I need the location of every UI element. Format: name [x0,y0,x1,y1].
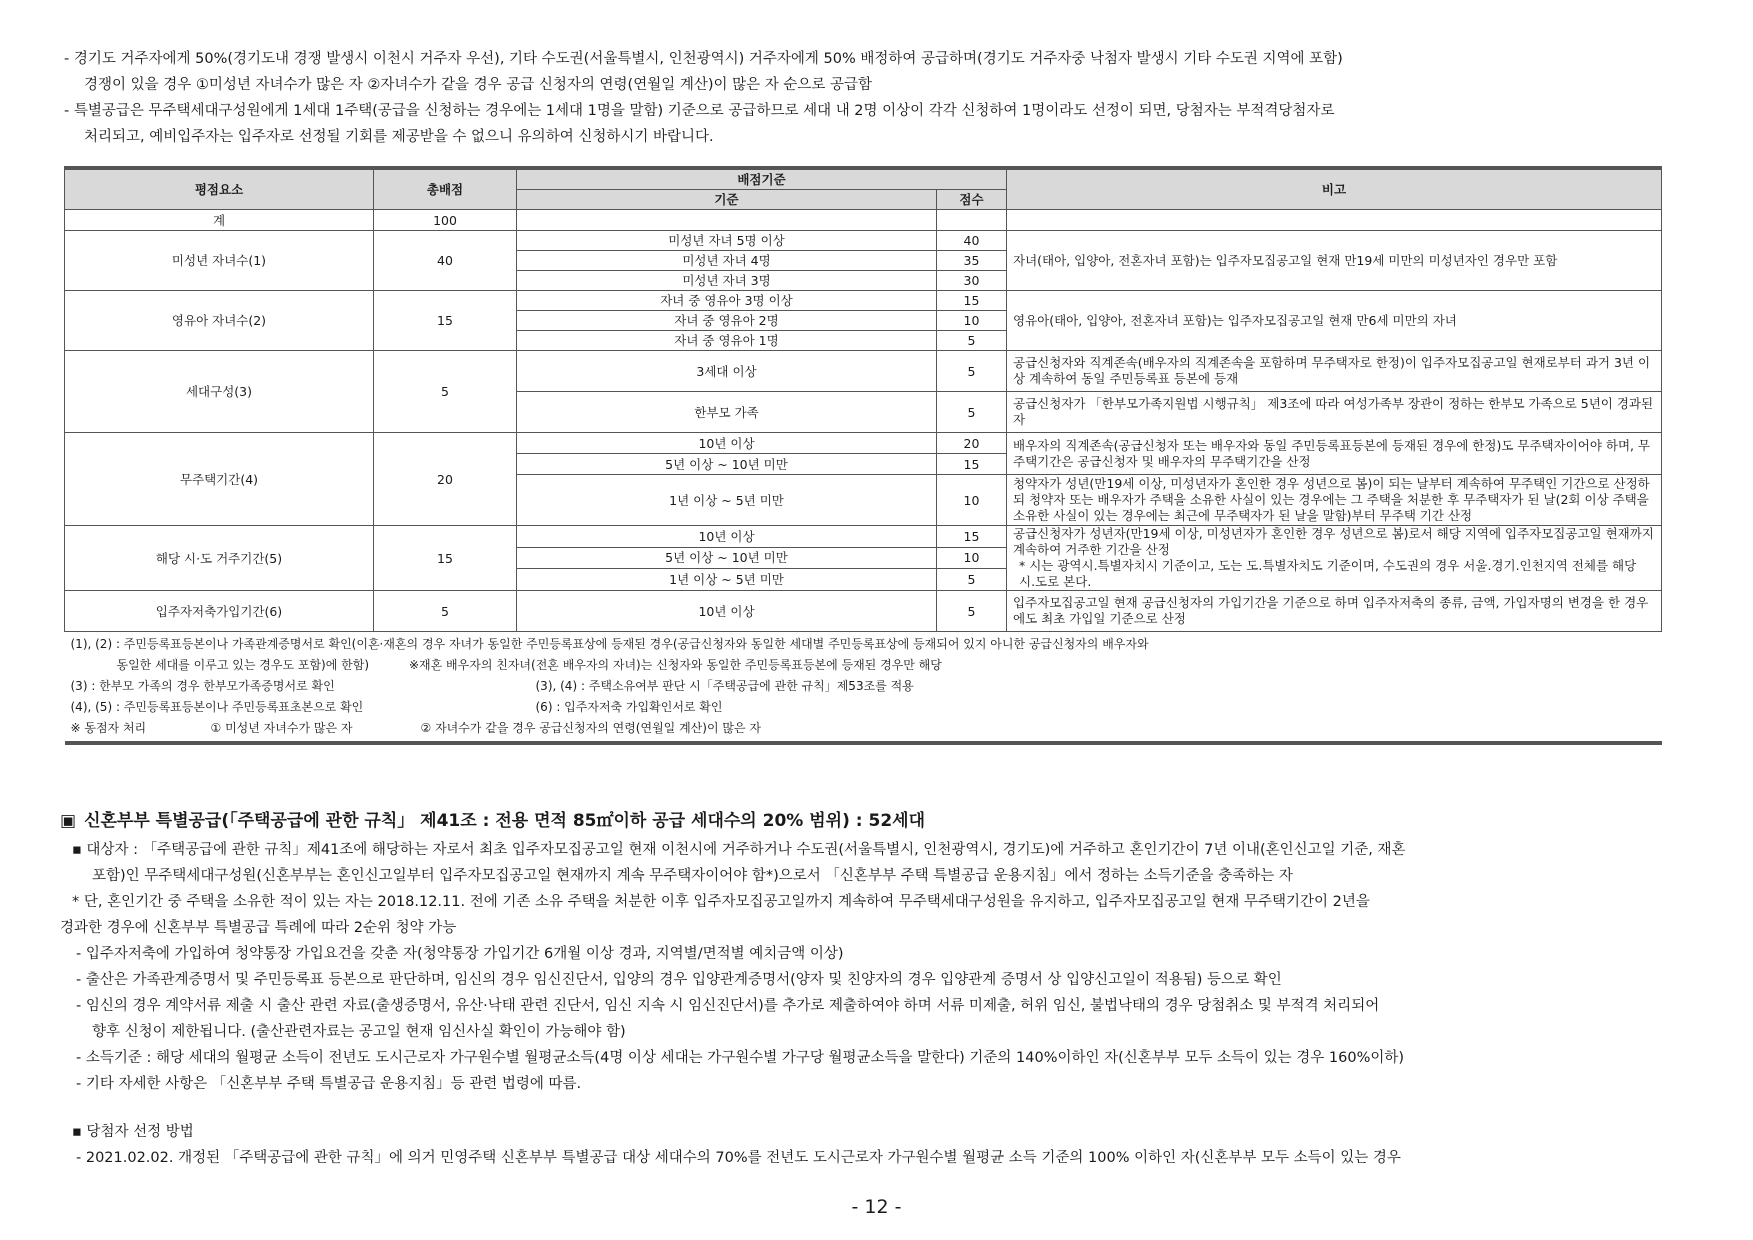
footnote-cont [71,655,1656,676]
criteria-cell: 미성년 자녀 3명 [517,271,937,291]
factor-cell: 무주택기간(4) [65,433,374,526]
section-line: - 기타 자세한 사항은 「신혼부부 주택 특별공급 운용지침」등 관련 법령에 따름. [76,1076,582,1092]
scoring-table [64,166,1662,745]
footnote: ※ 동점자 처리 [70,721,147,735]
section-line: 향후 신청이 제한됩니다. (출산관련자료는 공고일 현재 임신사실 확인이 가능해야 함) [92,1024,626,1040]
criteria-cell: 5년 이상 ~ 10년 미만 [517,454,937,475]
footnotes-cell [65,632,1662,744]
winner-selection-title: ▪ 당첨자 선정 방법 [72,1124,194,1140]
table-row [65,231,1662,251]
score-cell: 10 [937,311,1007,331]
intro-line: - 특별공급은 무주택세대구성원에게 1세대 1주택(공급을 신청하는 경우에는 1세대 1명을 말함) 기준으로 공급하므로 세대 내 2명 이상이 각각 신청하여 1명이라도 선정이 되면, 당첨자는 부적격당첨자로 [64,103,1335,119]
score-cell: 5 [937,331,1007,351]
total-cell: 20 [374,433,517,526]
section-line: ▪ 대상자 : 「주택공급에 관한 규칙」제41조에 해당하는 자로서 최초 입주자모집공고일 현재 이천시에 거주하거나 수도권(서울특별시, 인천광역시, 경기도)에 거주하고 혼인기간이 7년 이내(혼인신고일 기준, 재혼 [72,842,1406,858]
total-value: 100 [374,210,517,231]
factor-cell: 해당 시·도 거주기간(5) [65,526,374,591]
remark-note: * 시는 광역시.특별자치시 기준이고, 도는 도.특별자치도 기준이며, 수도권의 경우 서울.경기.인천지역 전체를 해당 시.도로 본다. [1019,558,1637,589]
total-cell: 40 [374,231,517,291]
score-cell: 15 [937,526,1007,548]
table-row [65,433,1662,454]
factor-cell: 미성년 자녀수(1) [65,231,374,291]
criteria-cell: 5년 이상 ~ 10년 미만 [517,547,937,569]
intro-notes [64,46,1684,150]
table-row [65,526,1662,548]
score-cell: 40 [937,231,1007,251]
section-line: - 소득기준 : 해당 세대의 월평균 소득이 전년도 도시근로자 가구원수별 월평균소득(4명 이상 세대는 가구원수별 가구당 월평균소득을 말한다) 기준의 140%이하인 자(신혼부부 모두 소득이 있는 경우 160%이하) [76,1050,1405,1066]
total-cell: 5 [374,591,517,632]
total-cell: 5 [374,351,517,433]
criteria-cell: 3세대 이상 [517,351,937,392]
criteria-cell: 10년 이상 [517,433,937,454]
newlywed-section [60,806,1710,1171]
remark-cell: 공급신청자와 직계존속(배우자의 직계존속을 포함하며 무주택자로 한정)이 입주자모집공고일 현재로부터 과거 3년 이상 계속하여 동일 주민등록표 등본에 등재 [1007,351,1662,392]
section-body [60,837,1710,1171]
score-cell: 20 [937,433,1007,454]
empty-cell [1007,210,1662,231]
score-cell: 10 [937,547,1007,569]
section-title-text: 신혼부부 특별공급(「주택공급에 관한 규칙」 제41조 : 전용 면적 85㎡이하 공급 세대수의 20% 범위) : 52세대 [84,811,925,831]
score-cell: 10 [937,475,1007,526]
remark-cell: 배우자의 직계존속(공급신청자 또는 배우자와 동일 주민등록표등본에 등재된 경우에 한정)도 무주택자이어야 하며, 무주택기간은 공급신청자 및 배우자의 무주택기간을 산정 [1007,433,1662,475]
table-row-total [65,210,1662,231]
remark-cell: 청약자가 성년(만19세 이상, 미성년자가 혼인한 경우 성년으로 봄)이 되는 날부터 계속하여 무주택인 기간으로 산정하되 청약자 또는 배우자가 주택을 소유한 사실이 있는 경우에는 그 주택을 처분한 후 무주택자가 된 날(2회 이상 주택을 소유한 사실이 있는 경우에는 최근에 무주택자가 된 날을 말함)부터 무주택 기간 산정 [1007,475,1662,526]
score-cell: 35 [937,251,1007,271]
remark-cell: 자녀(태아, 입양아, 전혼자녀 포함)는 입주자모집공고일 현재 만19세 미만의 미성년자인 경우만 포함 [1007,231,1662,291]
score-cell: 30 [937,271,1007,291]
section-line: 경과한 경우에 신혼부부 특별공급 특례에 따라 2순위 청약 가능 [60,920,457,936]
factor-cell: 세대구성(3) [65,351,374,433]
remark-cell: 입주자모집공고일 현재 공급신청자의 가입기간을 기준으로 하며 입주자저축의 종류, 금액, 가입자명의 변경을 한 경우에도 최초 가입일 기준으로 산정 [1007,591,1662,632]
header-criteria: 기준 [517,190,937,210]
page-number: - 12 - [851,1196,902,1218]
criteria-cell: 한부모 가족 [517,392,937,433]
score-cell: 5 [937,351,1007,392]
section-line: - 입주자저축에 가입하여 청약통장 가입요건을 갖춘 자(청약통장 가입기간 6개월 이상 경과, 지역별/면적별 예치금액 이상) [76,946,844,962]
intro-line: 경쟁이 있을 경우 ①미성년 자녀수가 많은 자 ②자녀수가 같을 경우 공급 신청자의 연령(연월일 계산)이 많은 자 순으로 공급함 [84,77,872,93]
header-remarks: 비고 [1007,168,1662,210]
header-criteria-group: 배점기준 [517,168,1007,190]
score-cell: 5 [937,569,1007,591]
intro-line: 처리되고, 예비입주자는 입주자로 선정될 기회를 제공받을 수 없으니 유의하여 신청하시기 바랍니다. [84,129,714,145]
remark-cell: 공급신청자가 「한부모가족지원법 시행규칙」 제3조에 따라 여성가족부 장관이 정하는 한부모 가족으로 5년이 경과된 자 [1007,392,1662,433]
header-factor: 평점요소 [65,168,374,210]
section-line: 포함)인 무주택세대구성원(신혼부부는 혼인신고일부터 입주자모집공고일 현재까지 계속 무주택자이어야 함*)으로서 「신혼부부 주택 특별공급 운용지침」에서 정하는 소득기준을 충족하는 자 [92,868,1293,884]
footnote: ① 미성년 자녀수가 많은 자 [210,721,353,735]
table-footnotes-row [65,632,1662,744]
criteria-cell: 미성년 자녀 4명 [517,251,937,271]
remark-text: 공급신청자가 성년자(만19세 이상, 미성년자가 혼인한 경우 성년으로 봄)로서 해당 지역에 입주자모집공고일 현재까지 계속하여 거주한 기간을 산정 [1013,526,1654,557]
criteria-cell: 1년 이상 ~ 5년 미만 [517,475,937,526]
footnote-line [71,676,1656,697]
criteria-cell: 10년 이상 [517,591,937,632]
total-cell: 15 [374,526,517,591]
criteria-cell: 자녀 중 영유아 1명 [517,331,937,351]
section-title [60,806,1710,831]
footnote: ② 자녀수가 같을 경우 공급신청자의 연령(연월일 계산)이 많은 자 [420,721,761,735]
footnote: 동일한 세대를 이루고 있는 경우도 포함)에 한함) [116,658,369,672]
score-cell: 15 [937,291,1007,311]
section-box-icon: ▣ [60,811,77,831]
table-row [65,351,1662,392]
section-line: - 임신의 경우 계약서류 제출 시 출산 관련 자료(출생증명서, 유산·낙태 관련 진단서, 임신 지속 시 임신진단서)를 추가로 제출하여야 하며 서류 미제출, 허위 임신, 불법낙태의 경우 당첨취소 및 부적격 처리되어 [76,998,1380,1014]
footnote: (6) : 입주자저축 가입확인서로 확인 [535,700,723,714]
total-cell: 15 [374,291,517,351]
empty-cell [517,210,937,231]
footnote: (4), (5) : 주민등록표등본이나 주민등록표초본으로 확인 [70,700,364,714]
footnote: (3), (4) : 주택소유여부 판단 시「주택공급에 관한 규칙」제53조를 적용 [535,679,914,693]
section-line: - 2021.02.02. 개정된 「주택공급에 관한 규칙」에 의거 민영주택 신혼부부 특별공급 대상 세대수의 70%를 전년도 도시근로자 가구원수별 월평균 소득 기준의 100% 이하인 자(신혼부부 모두 소득이 있는 경우 [76,1150,1401,1166]
footnote: ※재혼 배우자의 친자녀(전혼 배우자의 자녀)는 신청자와 동일한 주민등록표등본에 등재된 경우만 해당 [409,658,942,672]
criteria-cell: 자녀 중 영유아 3명 이상 [517,291,937,311]
section-line: - 출산은 가족관계증명서 및 주민등록표 등본으로 판단하며, 임신의 경우 임신진단서, 입양의 경우 입양관계증명서(양자 및 친양자의 경우 입양관계 증명서 상 입양신고일이 적용됨) 등으로 확인 [76,972,1282,988]
intro-line: - 경기도 거주자에게 50%(경기도내 경쟁 발생시 이천시 거주자 우선), 기타 수도권(서울특별시, 인천광역시) 거주자에게 50% 배정하여 공급하며(경기도 거주자중 낙첨자 발생시 기타 수도권 지역에 포함) [64,51,1343,67]
empty-cell [937,210,1007,231]
criteria-cell: 자녀 중 영유아 2명 [517,311,937,331]
criteria-cell: 미성년 자녀 5명 이상 [517,231,937,251]
remark-cell [1007,526,1662,591]
header-score: 점수 [937,190,1007,210]
footnote: (3) : 한부모 가족의 경우 한부모가족증명서로 확인 [70,679,335,693]
factor-cell: 입주자저축가입기간(6) [65,591,374,632]
footnote: (1), (2) : 주민등록표등본이나 가족관계증명서로 확인(이혼·재혼의 경우 자녀가 동일한 주민등록표상에 등재된 경우(공급신청자와 동일한 세대별 주민등록표상에 등재되어 있지 아니한 공급신청자의 배우자와 [70,637,1149,651]
score-cell: 5 [937,392,1007,433]
score-cell: 15 [937,454,1007,475]
section-line: * 단, 혼인기간 중 주택을 소유한 적이 있는 자는 2018.12.11. 전에 기존 소유 주택을 처분한 이후 입주자모집공고일까지 계속하여 무주택세대구성원을 유지하고, 입주자모집공고일 현재 무주택기간이 2년을 [72,894,1370,910]
header-total: 총배점 [374,168,517,210]
factor-cell: 영유아 자녀수(2) [65,291,374,351]
criteria-cell: 1년 이상 ~ 5년 미만 [517,569,937,591]
total-label: 계 [65,210,374,231]
criteria-cell: 10년 이상 [517,526,937,548]
remark-cell: 영유아(태아, 입양아, 전혼자녀 포함)는 입주자모집공고일 현재 만6세 미만의 자녀 [1007,291,1662,351]
footnote-line [71,718,1656,739]
table-row [65,291,1662,311]
score-cell: 5 [937,591,1007,632]
footnote-line [71,697,1656,718]
table-row [65,591,1662,632]
